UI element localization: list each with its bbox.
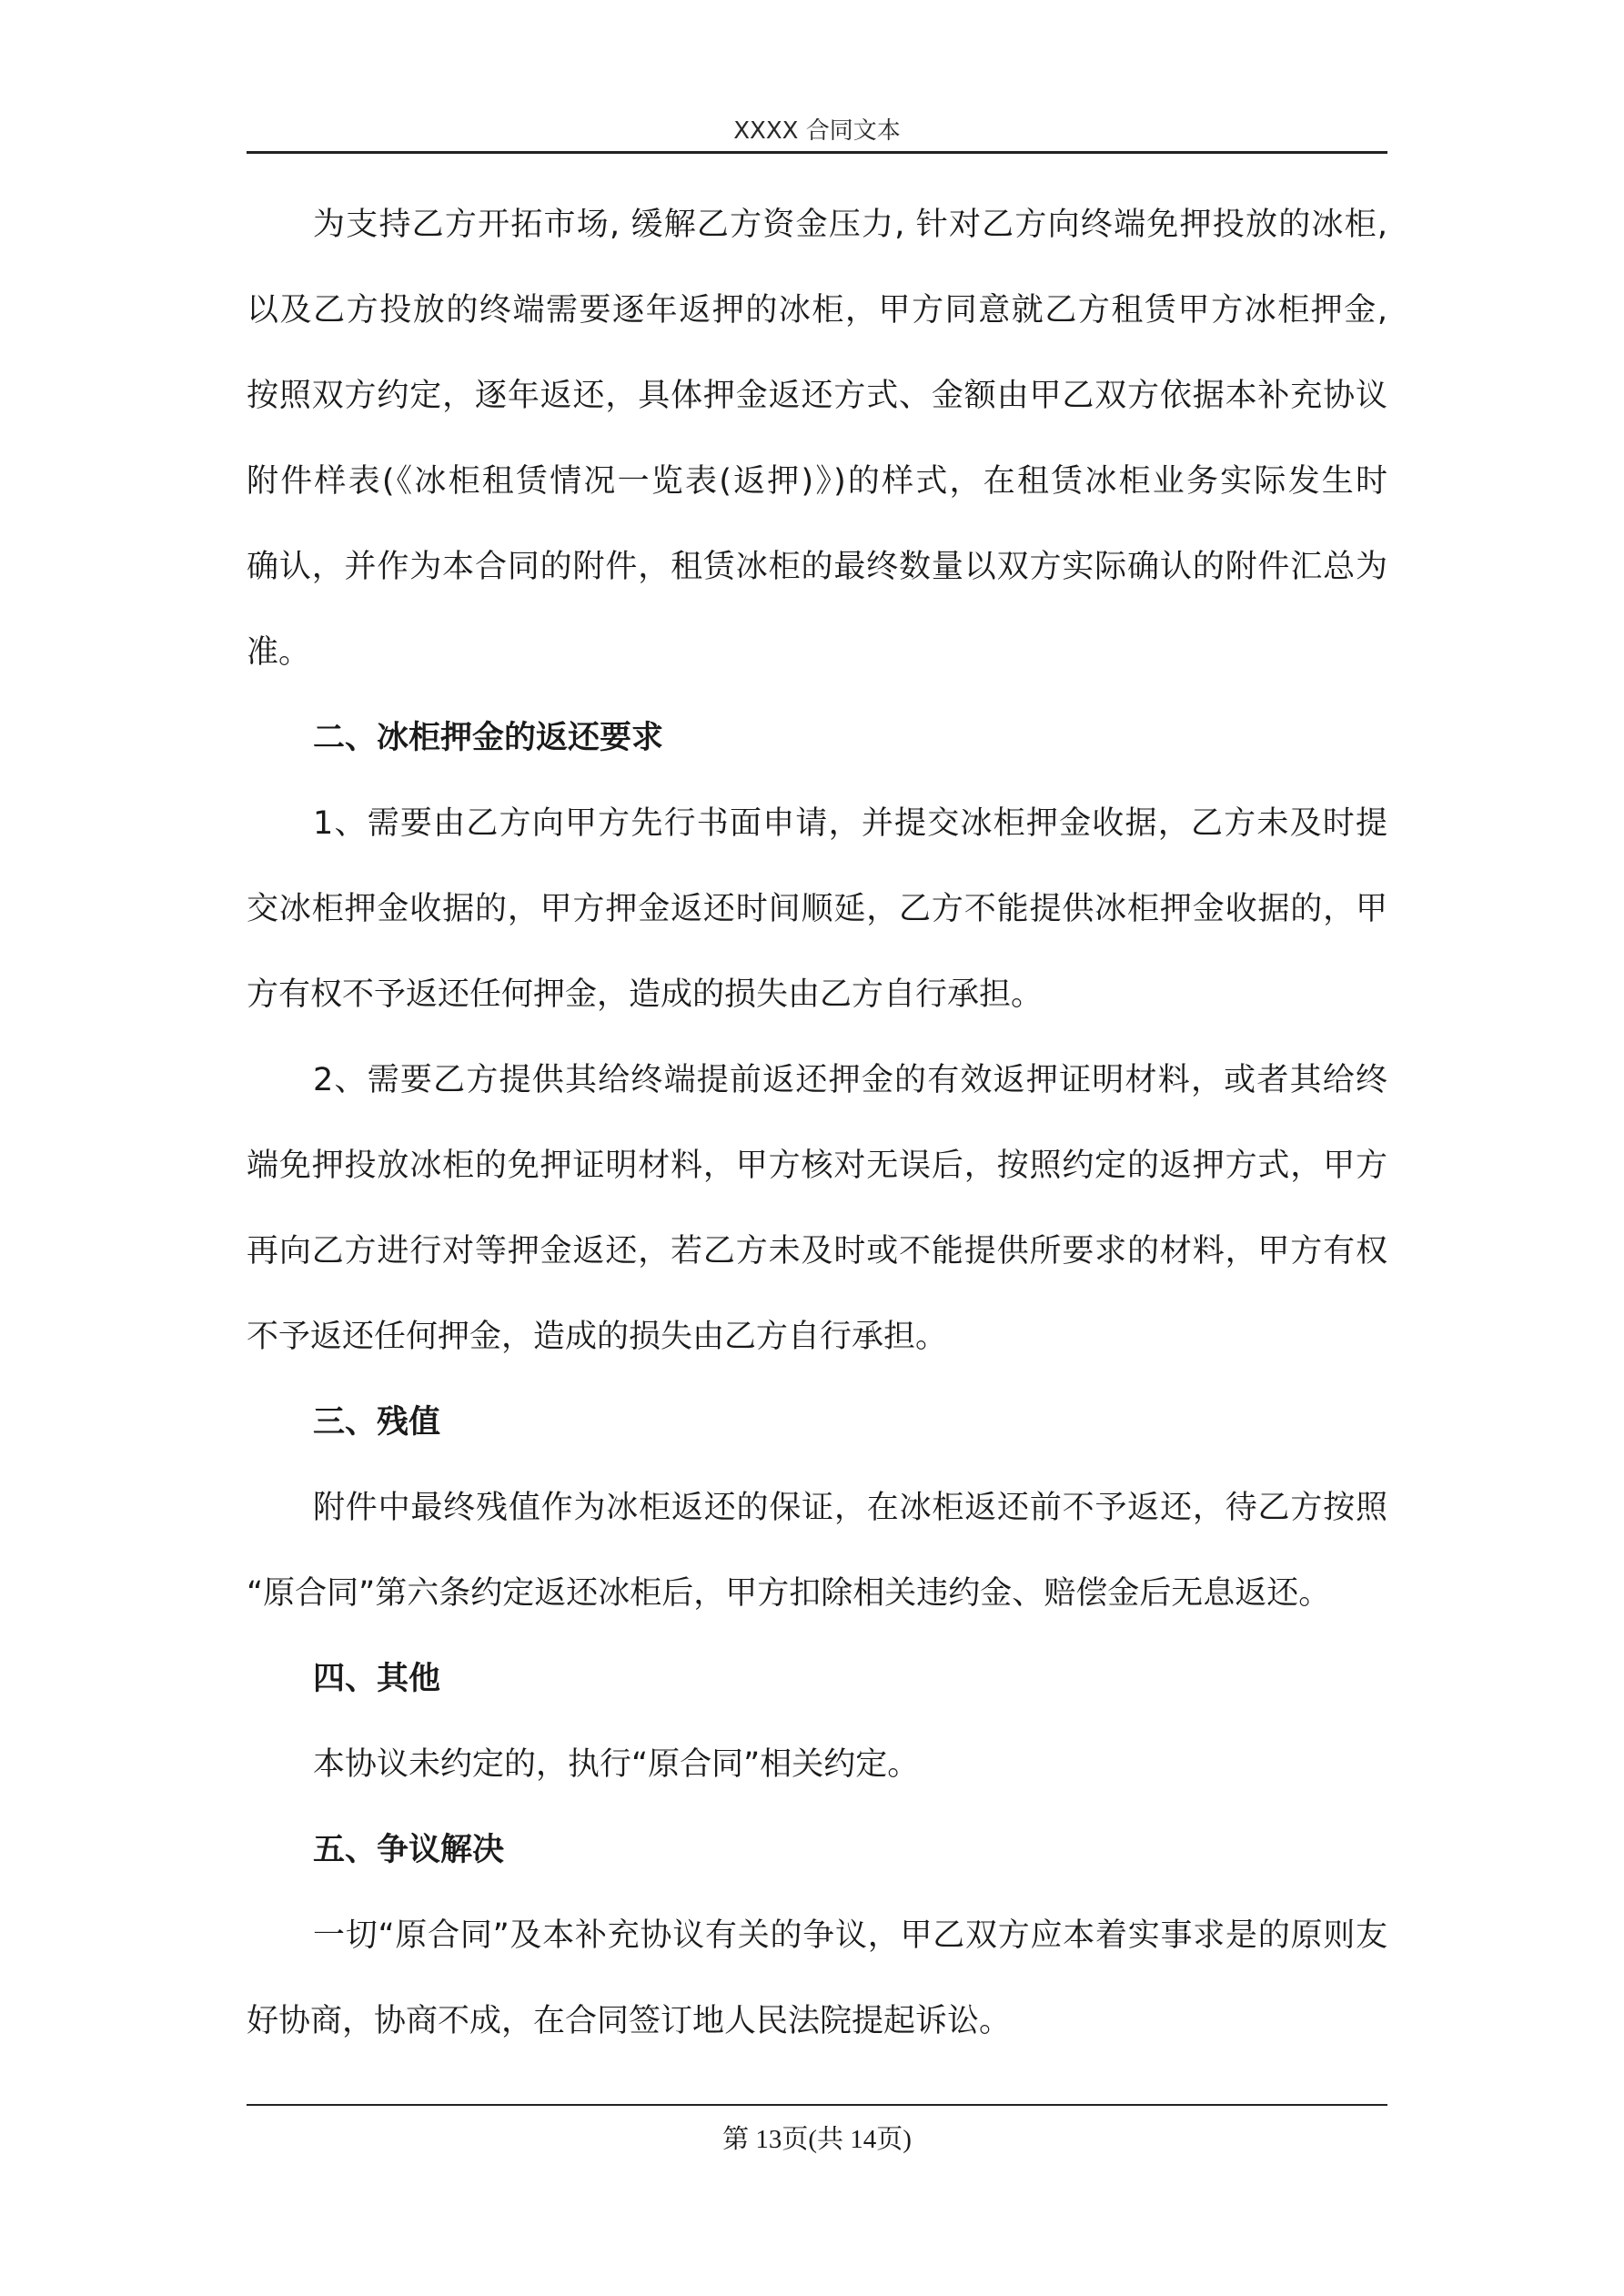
paragraph-line: 本协议未约定的，执行“原合同”相关约定。 (313, 1746, 920, 1783)
paragraph-line: 端免押投放冰柜的免押证明材料，甲方核对无误后，按照约定的返押方式，甲方 (247, 1148, 1387, 1184)
paragraph-line: 不予返还任何押金，造成的损失由乙方自行承担。 (247, 1319, 948, 1355)
paragraph-line: 1、需要由乙方向甲方先行书面申请，并提交冰柜押金收据，乙方未及时提 (313, 805, 1387, 842)
paragraph-line: 交冰柜押金收据的，甲方押金返还时间顺延，乙方不能提供冰柜押金收据的，甲 (247, 891, 1387, 927)
header-title: XXXX 合同文本 (733, 117, 901, 145)
paragraph-line: 一切“原合同”及本补充协议有关的争议，甲乙双方应本着实事求是的原则友 (313, 1917, 1387, 1954)
document-body (247, 204, 1387, 2086)
section-heading: 五、争议解决 (313, 1832, 505, 1868)
paragraph-line: 附件样表(《冰柜租赁情况一览表(返押)》)的样式，在租赁冰柜业务实际发生时 (247, 463, 1387, 500)
section-heading: 四、其他 (313, 1661, 441, 1697)
paragraph-line: 准。 (247, 634, 311, 671)
footer-divider (247, 2104, 1387, 2106)
paragraph-line: 按照双方约定，逐年返还，具体押金返还方式、金额由甲乙双方依据本补充协议 (247, 378, 1387, 414)
section-heading: 三、残值 (313, 1404, 441, 1441)
paragraph-line: 再向乙方进行对等押金返还，若乙方未及时或不能提供所要求的材料，甲方有权 (247, 1233, 1387, 1269)
paragraph-line: 方有权不予返还任何押金，造成的损失由乙方自行承担。 (247, 976, 1044, 1013)
paragraph-line: 好协商，协商不成，在合同签订地人民法院提起诉讼。 (247, 2003, 1012, 2039)
paragraph-line: “原合同”第六条约定返还冰柜后，甲方扣除相关违约金、赔偿金后无息返还。 (247, 1575, 1331, 1612)
page-number: 第 13页(共 14页) (722, 2125, 912, 2154)
paragraph-line: 2、需要乙方提供其给终端提前返还押金的有效返押证明材料，或者其给终 (313, 1062, 1387, 1098)
paragraph-line: 以及乙方投放的终端需要逐年返押的冰柜，甲方同意就乙方租赁甲方冰柜押金, (247, 292, 1387, 329)
paragraph-line: 为支持乙方开拓市场, 缓解乙方资金压力, 针对乙方向终端免押投放的冰柜, (313, 207, 1387, 243)
header-divider (247, 151, 1387, 154)
section-heading: 二、冰柜押金的返还要求 (313, 720, 664, 756)
paragraph-line: 确认，并作为本合同的附件，租赁冰柜的最终数量以双方实际确认的附件汇总为 (247, 549, 1387, 585)
paragraph-line: 附件中最终残值作为冰柜返还的保证，在冰柜返还前不予返还，待乙方按照 (313, 1490, 1387, 1526)
